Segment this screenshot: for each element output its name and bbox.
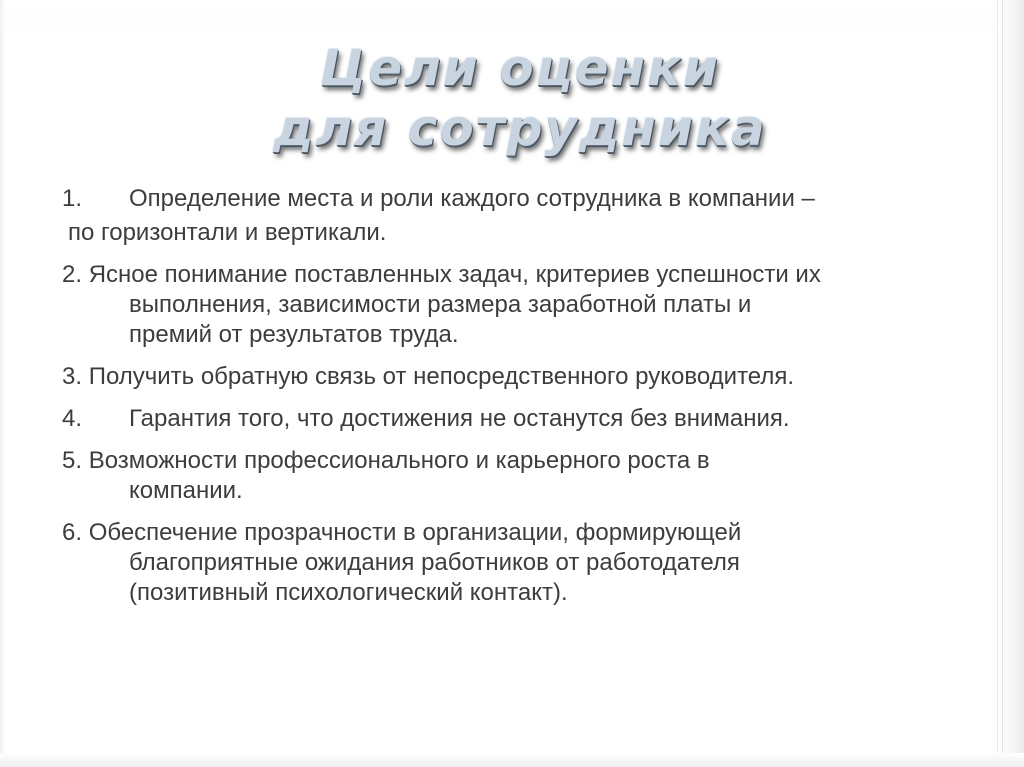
slide-frame-left	[0, 0, 6, 767]
goal-item-1	[62, 184, 992, 214]
goal-item-number: 1.	[62, 185, 83, 212]
slide-frame-bottom	[0, 753, 1024, 767]
goal-item-text: Обеспечение прозрачности в организации, формирующей	[88, 519, 742, 546]
goal-item-number: 3.	[62, 363, 83, 390]
goal-item-5	[62, 446, 992, 506]
goal-item-4	[62, 404, 992, 434]
goal-item-text: Возможности профессионального и карьерного роста в	[88, 447, 710, 474]
goal-item-text: Ясное понимание поставленных задач, критериев успешности их	[88, 261, 821, 288]
goal-item-number: 2.	[62, 261, 83, 288]
goal-item-text: благоприятные ожидания работников от работодателя	[129, 549, 740, 576]
goal-item-number: 4.	[62, 405, 83, 432]
slide-frame-right	[997, 0, 1024, 767]
goal-item-2	[62, 260, 992, 350]
slide-frame-top	[0, 0, 1024, 30]
goal-item-text: (позитивный психологический контакт).	[129, 579, 568, 606]
slide-title-line-1: Цели оценки	[319, 39, 721, 97]
slide-title-line-2: для сотрудника	[273, 99, 767, 157]
goal-item-1-continuation: по горизонтали и вертикали.	[68, 219, 387, 246]
goal-item-6	[62, 518, 992, 608]
goal-item-text: компании.	[129, 477, 243, 504]
goal-item-text: Определение места и роли каждого сотрудника в компании –	[129, 185, 815, 212]
slide-title	[210, 38, 830, 158]
goal-item-number: 6.	[62, 519, 83, 546]
goal-item-text: выполнения, зависимости размера заработной платы и	[129, 291, 752, 318]
goal-item-3	[62, 362, 992, 392]
goal-item-text: Получить обратную связь от непосредственного руководителя.	[88, 363, 795, 390]
goal-item-number: 5.	[62, 447, 83, 474]
goal-item-text: премий от результатов труда.	[129, 321, 459, 348]
goals-list	[62, 184, 992, 620]
goal-item-text: Гарантия того, что достижения не останутся без внимания.	[129, 405, 790, 432]
